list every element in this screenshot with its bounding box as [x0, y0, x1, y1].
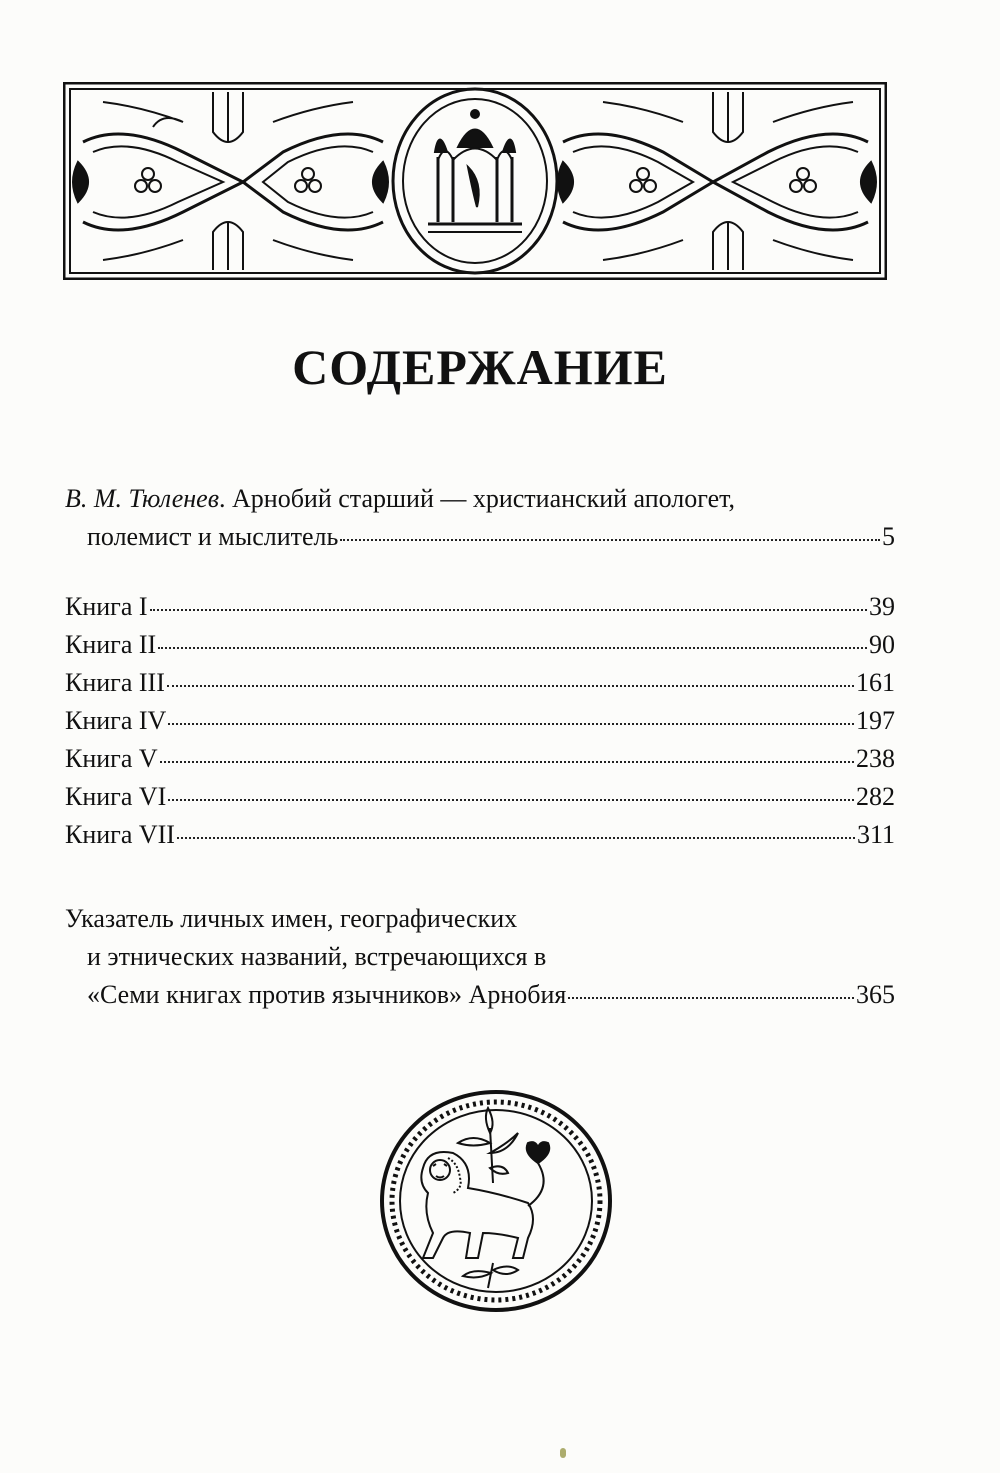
byzantine-ornament-icon: [63, 82, 887, 280]
book-page-number: 197: [856, 706, 895, 735]
lion-emblem-icon: [378, 1088, 614, 1314]
index-line2: и этнических названий, встречающихся в: [87, 942, 547, 971]
header-ornament: [63, 82, 887, 280]
book-page-number: 39: [869, 592, 895, 621]
index-line3: «Семи книгах против язычников» Арнобия: [87, 980, 567, 1009]
book-page-number: 238: [856, 744, 895, 773]
toc-entry-book-4[interactable]: [65, 702, 895, 740]
dot-leader: [158, 647, 867, 649]
intro-title-line2: полемист и мыслитель: [87, 522, 339, 551]
dot-leader: [568, 997, 854, 999]
book-page-number: 282: [856, 782, 895, 811]
intro-page-number: 5: [882, 522, 895, 551]
page-title: СОДЕРЖАНИЕ: [292, 339, 668, 395]
dot-leader: [340, 539, 880, 541]
publisher-emblem: [378, 1088, 614, 1314]
book-label: Книга IV: [65, 706, 167, 735]
dot-leader: [150, 609, 867, 611]
index-line1: Указатель личных имен, географических: [65, 904, 518, 933]
book-label: Книга III: [65, 668, 165, 697]
dot-leader: [167, 685, 854, 687]
toc-entry-book-3[interactable]: [65, 664, 895, 702]
dot-leader: [160, 761, 854, 763]
toc-books-list: [65, 588, 895, 854]
book-label: Книга VII: [65, 820, 175, 849]
toc-entry-index[interactable]: [65, 900, 895, 1014]
toc-entry-book-2[interactable]: [65, 626, 895, 664]
book-page-number: 90: [869, 630, 895, 659]
dot-leader: [168, 723, 854, 725]
toc-entry-book-5[interactable]: [65, 740, 895, 778]
dot-leader: [168, 799, 854, 801]
scan-speck: [560, 1448, 566, 1458]
book-label: Книга V: [65, 744, 158, 773]
toc-entry-book-1[interactable]: [65, 588, 895, 626]
toc-entry-author: [65, 480, 735, 518]
book-label: Книга VI: [65, 782, 167, 811]
dot-leader: [177, 837, 855, 839]
book-label: Книга II: [65, 630, 157, 659]
toc-entry-book-6[interactable]: [65, 778, 895, 816]
intro-title-line1: . Арнобий старший — христианский апологет,: [219, 484, 736, 513]
toc-entry-intro[interactable]: [65, 480, 895, 556]
toc-entry-book-7[interactable]: [65, 816, 895, 854]
book-page-number: 161: [856, 668, 895, 697]
index-page-number: 365: [856, 980, 895, 1009]
intro-author: В. М. Тюленев: [65, 484, 219, 513]
book-page-number: 311: [856, 820, 895, 849]
book-label: Книга I: [65, 592, 148, 621]
